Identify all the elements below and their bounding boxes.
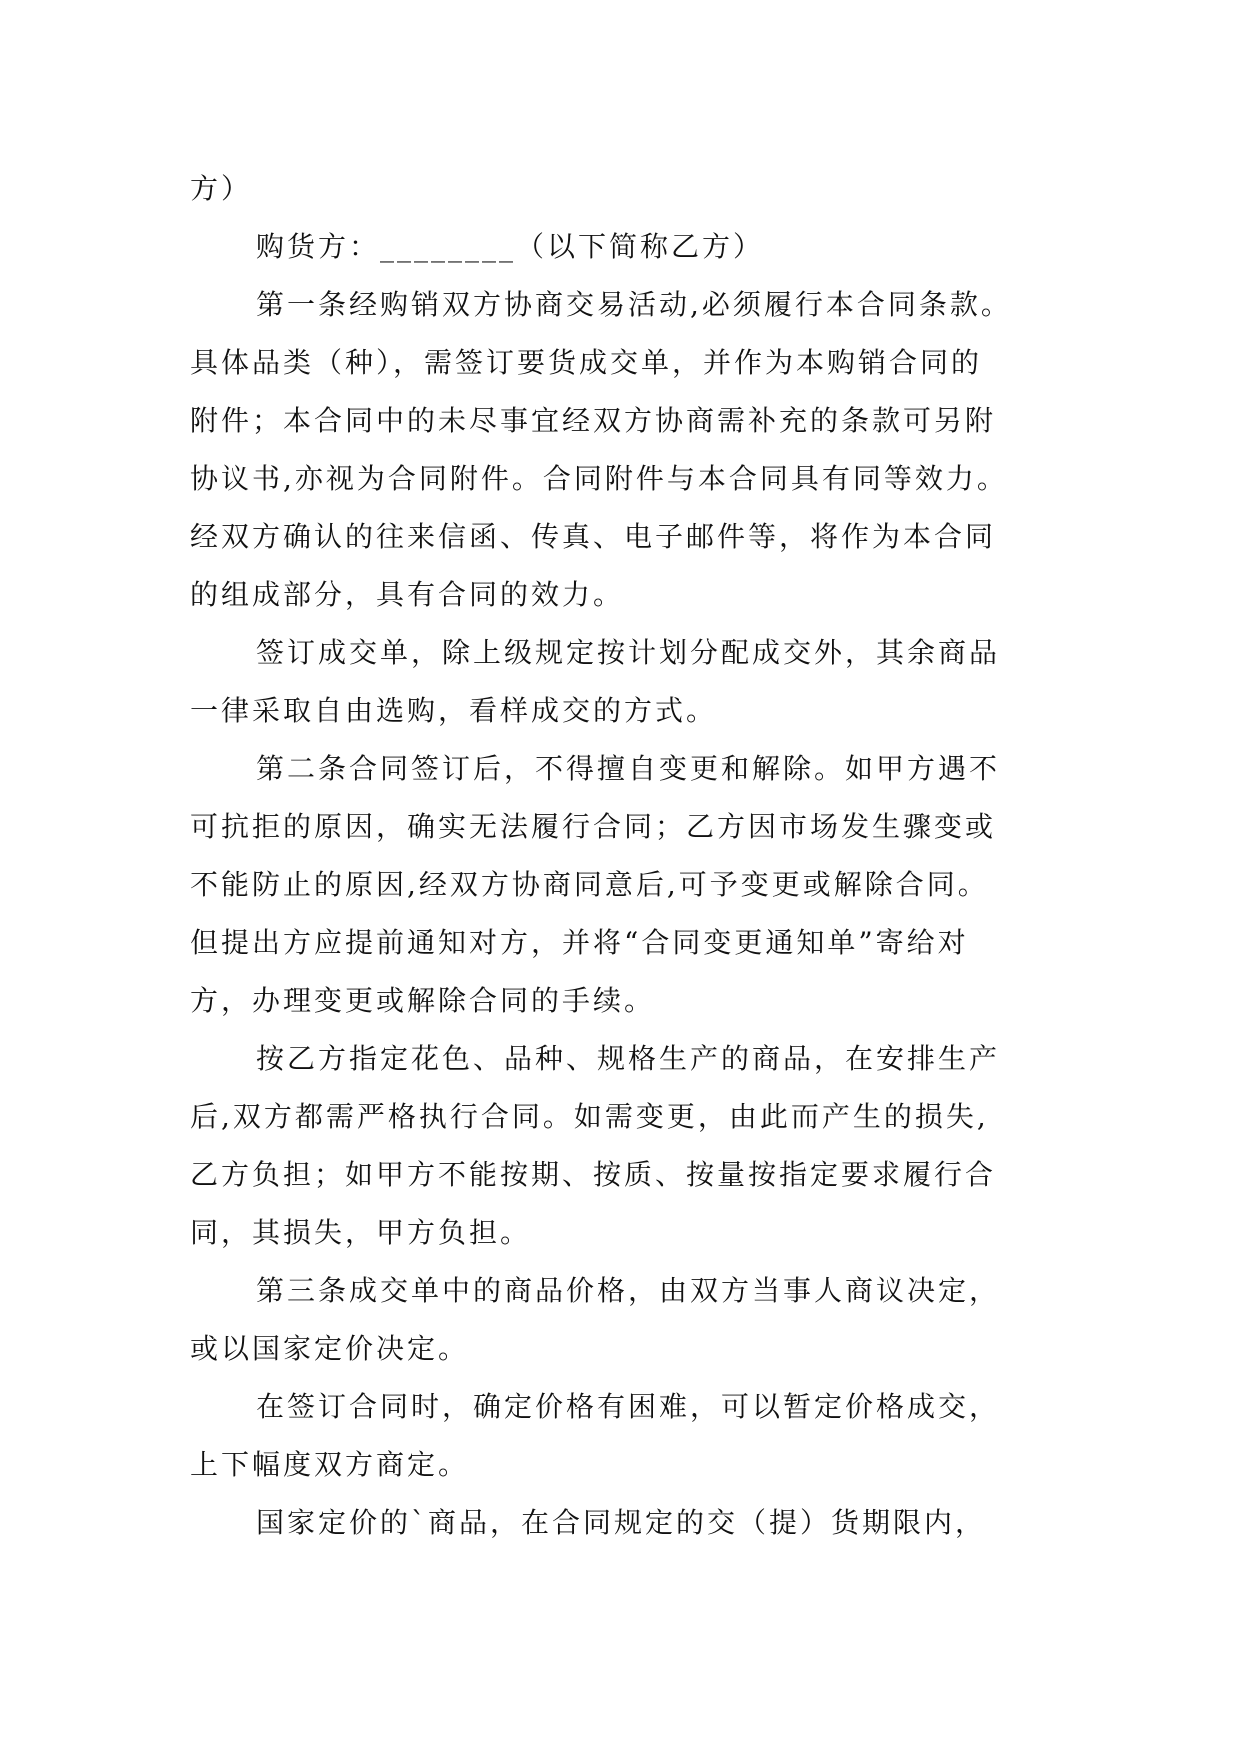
text-line: 国家定价的`商品，在合同规定的交（提）货期限内， [256,1506,987,1539]
text-line: 可抗拒的原因，确实无法履行合同；乙方因市场发生骤变或 [190,810,997,843]
text-line: 方） [190,172,253,205]
text-line: 但提出方应提前通知对方，并将“合同变更通知单”寄给对 [190,926,969,959]
text-line: 经双方确认的往来信函、传真、电子邮件等，将作为本合同 [190,520,997,553]
text-line: 乙方负担；如甲方不能按期、按质、按量按指定要求履行合 [190,1158,997,1191]
text-line: 按乙方指定花色、品种、规格生产的商品，在安排生产 [256,1042,1001,1075]
text-line: 协议书,亦视为合同附件。合同附件与本合同具有同等效力。 [190,462,1008,495]
text-line: 在签订合同时，确定价格有困难，可以暂定价格成交， [256,1390,1001,1423]
text-line: 后,双方都需严格执行合同。如需变更，由此而产生的损失, [190,1100,989,1133]
text-line: 具体品类（种），需签订要货成交单，并作为本购销合同的 [190,346,983,379]
text-line: 不能防止的原因,经双方协商同意后,可予变更或解除合同。 [190,868,989,901]
text-line: 一律采取自由选购，看样成交的方式。 [190,694,718,727]
text-line: 第二条合同签订后，不得擅自变更和解除。如甲方遇不 [256,752,1001,785]
text-line: 上下幅度双方商定。 [190,1448,470,1481]
text-line: 第三条成交单中的商品价格，由双方当事人商议决定， [256,1274,1001,1307]
text-line: 或以国家定价决定。 [190,1332,470,1365]
text-line: 签订成交单，除上级规定按计划分配成交外，其余商品 [256,636,1001,669]
text-line: 附件；本合同中的未尽事宜经双方协商需补充的条款可另附 [190,404,997,437]
text-line: 同，其损失，甲方负担。 [190,1216,532,1249]
text-line: 方，办理变更或解除合同的手续。 [190,984,656,1017]
text-line: 第一条经购销双方协商交易活动,必须履行本合同条款。 [256,288,1012,321]
contract-body [190,160,1050,1552]
text-line: 的组成部分，具有合同的效力。 [190,578,625,611]
text-line: 购货方：________（以下简称乙方） [256,230,765,263]
